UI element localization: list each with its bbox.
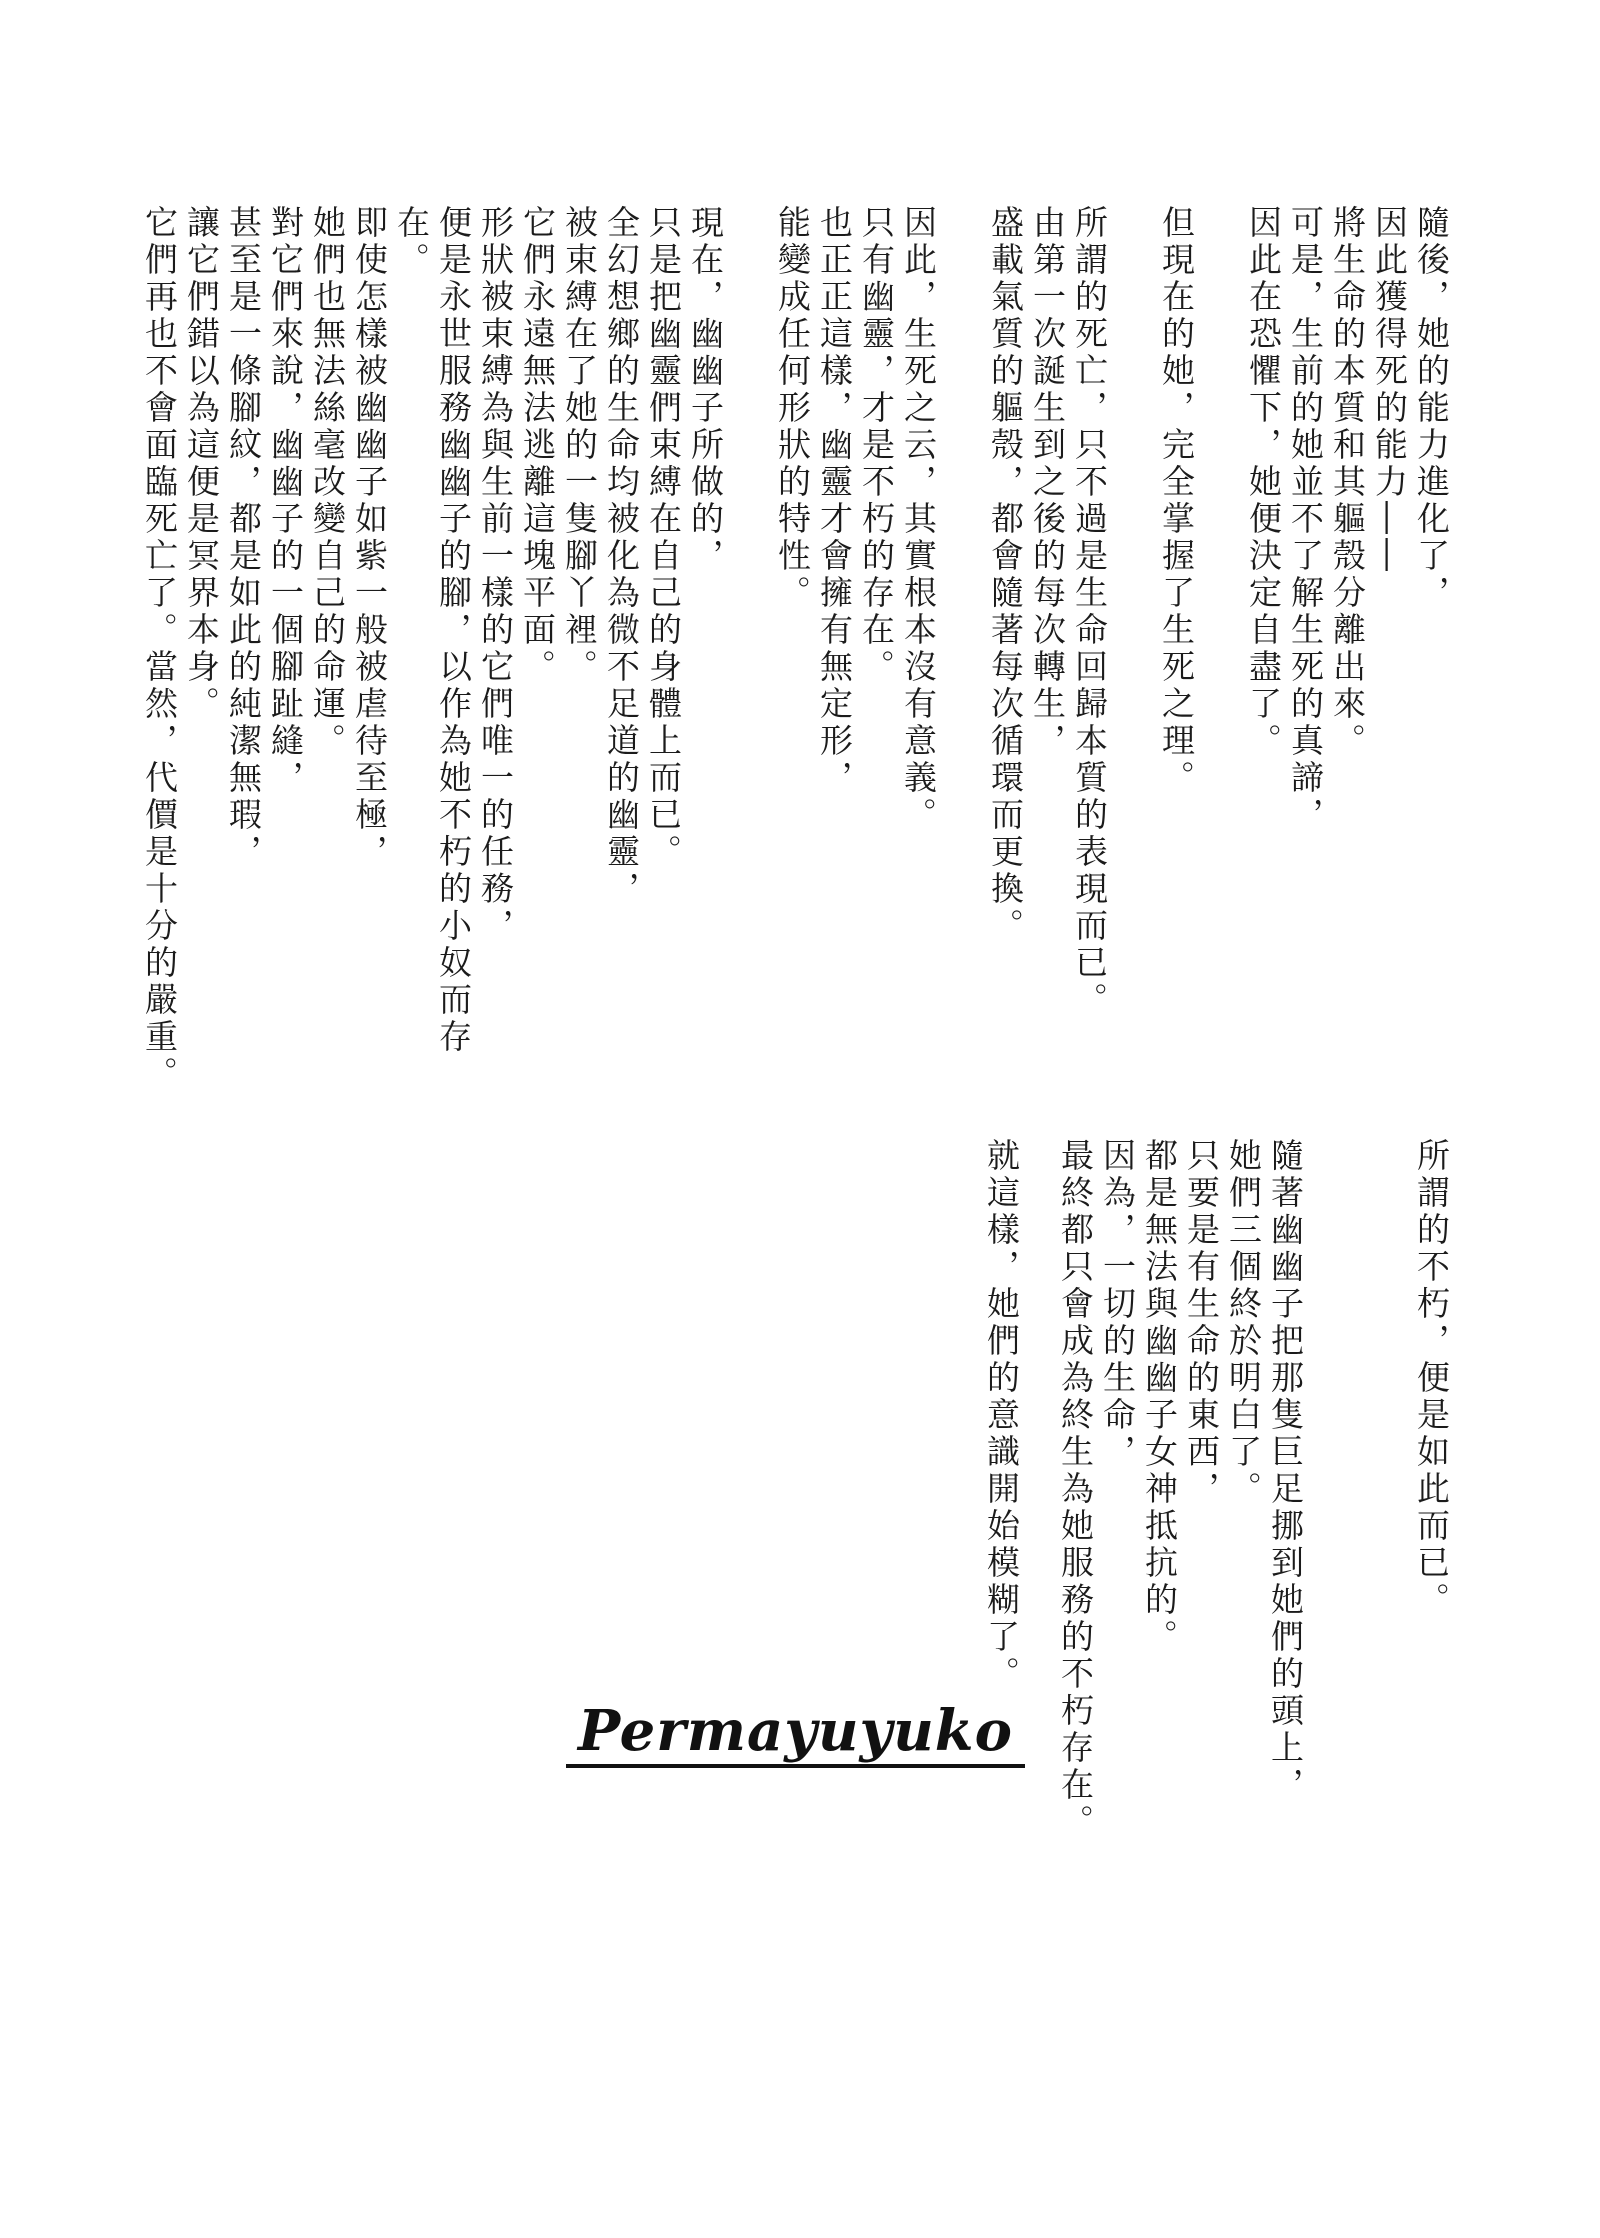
text-column: 盛載氣質的軀殼，都會隨著每次循環而更換。: [987, 205, 1024, 945]
paragraph-group: [1242, 205, 1452, 1125]
text-column: 將生命的本質和其軀殼分離出來。: [1329, 205, 1366, 760]
text-column: 全幻想鄉的生命均被化為微不足道的幽靈，: [603, 205, 640, 908]
paragraph-group: [1155, 205, 1197, 1125]
text-column: 能變成任何形狀的特性。: [774, 205, 811, 612]
text-column: 形狀被束縛為與生前一樣的它們唯一的任務，: [477, 205, 514, 945]
text-column: 就這樣，她們的意識開始模糊了。: [983, 1138, 1020, 1693]
paragraph-group: [1410, 1138, 1452, 1878]
text-column: 她們三個終於明白了。: [1225, 1138, 1262, 1508]
text-column: 她們也無法絲毫改變自己的命運。: [309, 205, 346, 760]
text-column: 因為，一切的生命，: [1099, 1138, 1136, 1471]
paragraph-group: [771, 205, 939, 1125]
text-column: 被束縛在了她的一隻腳丫裡。: [561, 205, 598, 686]
paragraph-group: [984, 205, 1110, 1125]
text-column: 對它們來說，幽幽子的一個腳趾縫，: [267, 205, 304, 797]
text-column: 也正正這樣，幽靈才會擁有無定形，: [816, 205, 853, 797]
text-column: 都是無法與幽幽子女神抵抗的。: [1141, 1138, 1178, 1656]
signature: Permayuyuko: [566, 1700, 1025, 1768]
text-column: 只有幽靈，才是不朽的存在。: [858, 205, 895, 686]
text-column: 現在，幽幽子所做的，: [687, 205, 724, 575]
paragraph-group: [138, 205, 726, 1125]
paragraph-group: [1054, 1138, 1306, 1878]
text-column: 即使怎樣被幽幽子如紫一般被虐待至極，: [351, 205, 388, 871]
text-column: 只要是有生命的東西，: [1183, 1138, 1220, 1508]
text-column: 只是把幽靈們束縛在自己的身體上而已。: [645, 205, 682, 871]
text-column: 可是，生前的她並不了解生死的真諦，: [1287, 205, 1324, 834]
top-text-block: [138, 205, 1452, 1125]
bottom-text-block: [980, 1138, 1452, 1878]
text-column: 因此，生死之云，其實根本沒有意義。: [900, 205, 937, 834]
text-column: 甚至是一條腳紋，都是如此的純潔無瑕，: [225, 205, 262, 871]
text-column: 但現在的她，完全掌握了生死之理。: [1158, 205, 1195, 797]
text-column: 隨著幽幽子把那隻巨足挪到她們的頭上，: [1267, 1138, 1304, 1804]
text-column: 最終都只會成為終生為她服務的不朽存在。: [1057, 1138, 1094, 1841]
text-column: 隨後，她的能力進化了，: [1413, 205, 1450, 612]
text-column: 因此在恐懼下，她便決定自盡了。: [1245, 205, 1282, 760]
text-column: 所謂的不朽，便是如此而已。: [1413, 1138, 1450, 1619]
text-column: 它們永遠無法逃離這塊平面。: [519, 205, 556, 686]
text-column: 它們再也不會面臨死亡了。當然，代價是十分的嚴重。: [141, 205, 178, 1093]
text-column: 所謂的死亡，只不過是生命回歸本質的表現而已。: [1071, 205, 1108, 1019]
text-column: 讓它們錯以為這便是冥界本身。: [183, 205, 220, 723]
text-column: 由第一次誕生到之後的每次轉生，: [1029, 205, 1066, 760]
text-column: 便是永世服務幽幽子的腳，以作為她不朽的小奴而存在。: [393, 205, 472, 1056]
text-column: 因此獲得死的能力——: [1371, 205, 1408, 575]
